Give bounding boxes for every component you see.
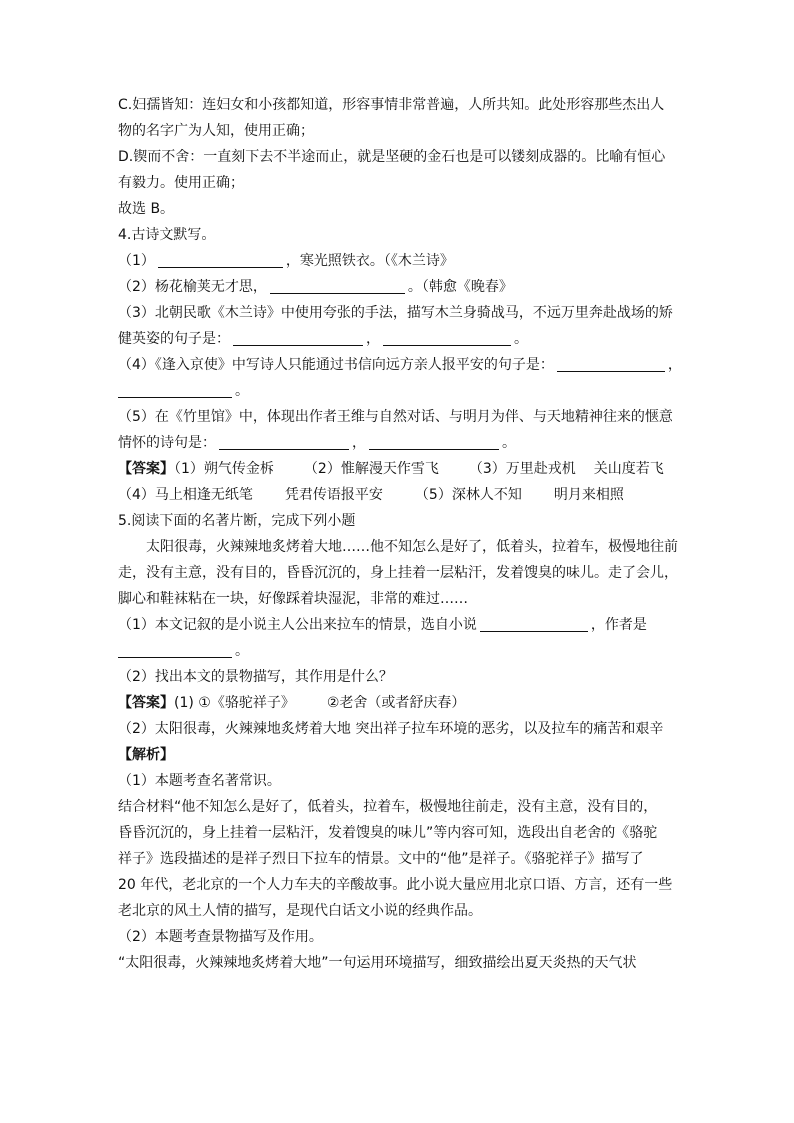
analysis-line: 老北京的风土人情的描写，是现代白话文小说的经典作品。 [118,903,482,919]
question-text: 。 [514,331,528,347]
answer-blank [118,641,232,658]
answer-text: 明月来相照 [553,487,624,503]
answer-text: （2）惟解漫天作雪飞 [303,461,439,477]
analysis-line: 20 年代，老北京的一个人力车夫的辛酸故事。此小说大量应用北京口语、方言，还有一些 [118,877,673,893]
answer-text: 关山度若飞 [593,461,664,477]
text-line: 故选 B。 [118,201,175,217]
question-text: ， [352,435,366,451]
question-line: （5）在《竹里馆》中，体现出作者王维与自然对话、与明月为伴、与天地精神往来的惬意 [118,409,673,425]
analysis-line: （2）本题考查景物描写及作用。 [118,929,323,945]
question-text: 。 [235,383,249,399]
question-text: ，作者是 [590,617,647,633]
analysis-tag: 【解析】 [118,747,174,763]
answer-blank [270,277,405,294]
answer-text: （4）马上相逢无纸笔 [118,487,253,503]
question-line [118,430,683,456]
question-line [118,274,683,300]
section-heading: 4.古诗文默写。 [118,227,216,243]
answer-blank [118,381,232,398]
answer-blank [219,433,349,450]
question-text: （2）杨花榆荚无才思， [118,279,267,295]
analysis-line: 昏昏沉沉的，身上挂着一层粘汗，发着馊臭的味儿”等内容可知，选段出自老舍的《骆驼 [118,825,658,841]
text-line: C.妇孺皆知：连妇女和小孩都知道，形容事情非常普遍，人所共知。此处形容那些杰出人 [118,97,665,113]
text-line: D.锲而不舍：一直刻下去不半途而止，就是坚硬的金石也是可以镂刻成器的。比喻有恒心 [118,149,666,165]
answer-line [118,482,683,508]
answer-tag: 【答案】 [118,461,174,477]
question-text: 情怀的诗句是： [118,435,216,451]
analysis-line: 祥子》选段描述的是祥子烈日下拉车的情景。文中的“他”是祥子。《骆驼祥子》描写了 [118,851,644,867]
answer-text: （3）万里赴戎机 [468,461,576,477]
document-page [118,92,683,976]
answer-line [118,456,683,482]
passage-line: 太阳很毒，火辣辣地炙烤着大地……他不知怎么是好了，低着头，拉着车，极慢地往前 [146,539,678,555]
question-line [118,352,683,378]
question-number: （1） [118,253,155,269]
question-text: ， [667,357,682,373]
answer-blank [480,615,588,632]
answer-line: （2）太阳很毒，火辣辣地炙烤着大地 突出祥子拉车环境的恶劣，以及拉车的痛苦和艰辛 [118,721,664,737]
question-line: （2）找出本文的景物描写，其作用是什么？ [118,669,393,685]
answer-line [118,690,683,716]
answer-tag: 【答案】 [118,695,174,711]
question-line [118,248,683,274]
answer-text: ②老舍（或者舒庆春） [326,695,466,711]
answer-text: （1）朔气传金柝 [174,461,274,477]
answer-text: （5）深林人不知 [414,487,522,503]
question-line [118,378,683,404]
question-text: 。（韩愈《晚春》 [407,279,513,295]
text-line: 有毅力。使用正确； [118,175,244,191]
section-heading: 5.阅读下面的名著片断，完成下列小题 [118,513,356,529]
answer-blank [557,355,665,372]
answer-text: (1) ①《骆驼祥子》 [174,695,295,711]
question-text: 。 [502,435,516,451]
question-line: （3）北朝民歌《木兰诗》中使用夸张的手法，描写木兰身骑战马，不远万里奔赴战场的矫 [118,305,673,321]
question-text: （4）《逢入京使》中写诗人只能通过书信向远方亲人报平安的句子是： [118,357,554,373]
question-line [118,638,683,664]
passage-line: 脚心和鞋袜粘在一块，好像踩着块湿泥，非常的难过…… [118,591,468,607]
answer-blank [158,251,283,268]
question-text: 健英姿的句子是： [118,331,230,347]
question-line [118,326,683,352]
analysis-line: 结合材料“他不知怎么是好了，低着头，拉着车，极慢地往前走，没有主意，没有目的， [118,799,658,815]
analysis-line: “太阳很毒，火辣辣地炙烤着大地”一句运用环境描写，细致描绘出夏天炎热的天气状 [118,955,637,971]
analysis-line: （1）本题考查名著常识。 [118,773,281,789]
question-text: 。 [235,643,249,659]
passage-line: 走，没有主意，没有目的，昏昏沉沉的，身上挂着一层粘汗，发着馊臭的味儿。走了会儿， [118,565,678,581]
answer-blank [369,433,499,450]
question-line [118,612,683,638]
answer-blank [383,329,511,346]
question-text: （1）本文记叙的是小说主人公出来拉车的情景，选自小说 [118,617,477,633]
answer-blank [233,329,363,346]
question-text: ，寒光照铁衣。（《木兰诗》 [285,253,454,269]
answer-text: 凭君传语报平安 [284,487,383,503]
text-line: 物的名字广为人知，使用正确； [118,123,314,139]
question-text: ， [366,331,380,347]
